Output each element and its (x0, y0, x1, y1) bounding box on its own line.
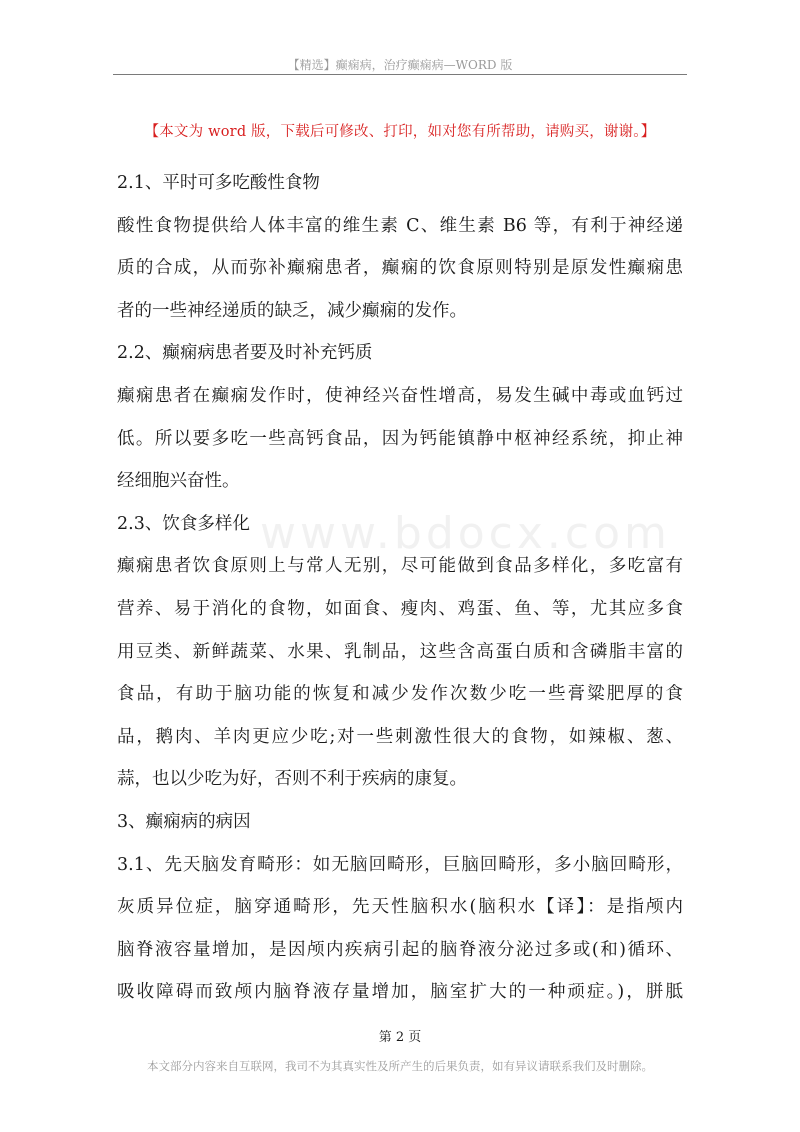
paragraph-line: 质的合成，从而弥补癫痫患者，癫痫的饮食原则特别是原发性癫痫患 (117, 258, 683, 279)
purchase-notice: 【本文为 word 版，下载后可修改、打印，如对您有所帮助，请购买，谢谢。】 (144, 124, 656, 140)
paragraph-line: 脑脊液容量增加，是因颅内疾病引起的脑脊液分泌过多或(和)循环、 (117, 939, 683, 960)
paragraph-line: 者的一些神经递质的缺乏，减少癫痫的发作。 (117, 300, 467, 321)
footer-disclaimer: 本文部分内容来自互联网，我司不为其真实性及所产生的后果负责，如有异议请联系我们及时删除。 (147, 1059, 653, 1073)
paragraph-line: 癫痫患者在癫痫发作时，使神经兴奋性增高，易发生碱中毒或血钙过 (117, 385, 683, 406)
paragraph-line: 癫痫患者饮食原则上与常人无别，尽可能做到食品多样化，多吃富有 (117, 556, 683, 577)
paragraph-line: 用豆类、新鲜蔬菜、水果、乳制品，这些含高蛋白质和含磷脂丰富的 (117, 641, 683, 662)
section-heading: 3、癫痫病的病因 (117, 811, 251, 832)
section-heading: 2.3、饮食多样化 (117, 513, 250, 534)
paragraph-line: 吸收障碍而致颅内脑脊液存量增加，脑室扩大的一种顽症。)，胼胝 (117, 982, 683, 1003)
document-body (117, 162, 683, 1014)
paragraph-line: 灰质异位症，脑穿通畸形，先天性脑积水(脑积水【译】：是指颅内 (117, 897, 683, 918)
paragraph-line: 蒜，也以少吃为好，否则不利于疾病的康复。 (117, 769, 467, 790)
paragraph-line: 低。所以要多吃一些高钙食品，因为钙能镇静中枢神经系统，抑止神 (117, 428, 683, 449)
paragraph-line: 食品，有助于脑功能的恢复和减少发作次数少吃一些膏粱肥厚的食 (117, 684, 683, 705)
paragraph-line: 品，鹅肉、羊肉更应少吃;对一些刺激性很大的食物，如辣椒、葱、 (117, 726, 683, 747)
section-heading: 2.2、癫痫病患者要及时补充钙质 (117, 343, 373, 364)
page-number: 第 2 页 (378, 1030, 422, 1045)
header-divider (113, 74, 687, 75)
paragraph-line: 营养、易于消化的食物，如面食、瘦肉、鸡蛋、鱼、等，尤其应多食 (117, 598, 683, 619)
paragraph-line: 酸性食物提供给人体丰富的维生素 C、维生素 B6 等，有利于神经递 (117, 215, 683, 236)
paragraph-line: 经细胞兴奋性。 (117, 471, 240, 492)
section-heading: 2.1、平时可多吃酸性食物 (117, 173, 320, 193)
watermark: www.bdocx.com (260, 508, 671, 559)
header-title: 【精选】癫痫病，治疗癫痫病—WORD 版 (287, 58, 513, 72)
paragraph-line: 3.1、先天脑发育畸形：如无脑回畸形，巨脑回畸形，多小脑回畸形， (117, 854, 683, 875)
